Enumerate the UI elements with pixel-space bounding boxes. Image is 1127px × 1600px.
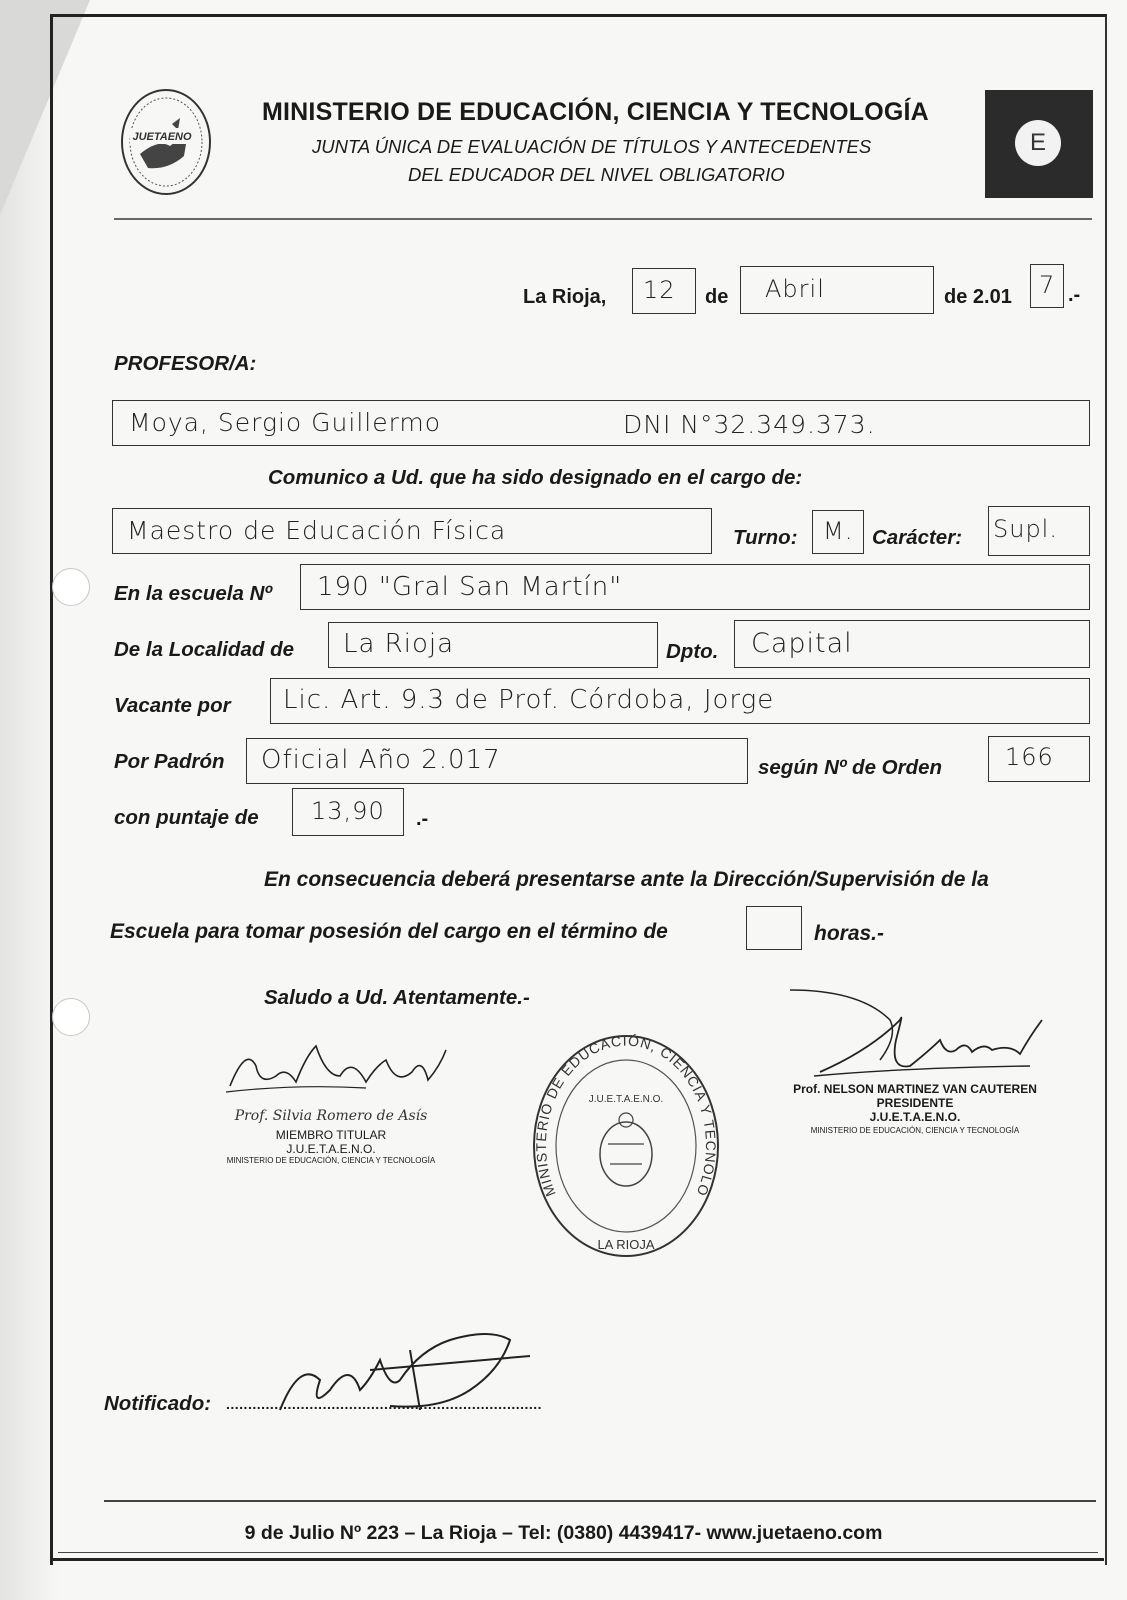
localidad-label: De la Localidad de (114, 638, 294, 661)
date-suffix: .- (1068, 284, 1081, 306)
profesor-field[interactable] (112, 400, 1090, 446)
consecuencia-line-1: En consecuencia deberá presentarse ante la Dirección/Supervisión de la (264, 868, 989, 891)
consecuencia-line-2: Escuela para tomar posesión del cargo en el término de (110, 920, 668, 943)
city-label: La Rioja, (523, 286, 607, 308)
orden-value: 166 (1005, 743, 1054, 771)
signature-right-block (780, 980, 1050, 1140)
year-digit-value: 7 (1039, 271, 1056, 299)
juetaeno-logo (118, 84, 214, 200)
punch-hole-bottom (52, 998, 90, 1036)
footer-divider (104, 1500, 1096, 1502)
year-digit-field[interactable] (1030, 264, 1064, 308)
ministry-title: MINISTERIO DE EDUCACIÓN, CIENCIA Y TECNOLOGÍA (262, 98, 929, 126)
vacante-label: Vacante por (114, 694, 231, 717)
caracter-field[interactable] (988, 506, 1090, 556)
svg-text:JUETAENO: JUETAENO (132, 131, 192, 143)
turno-value: M. (823, 517, 854, 545)
signature-left-block (206, 1036, 456, 1176)
padron-value: Oficial Año 2.017 (261, 745, 501, 775)
horas-field[interactable] (746, 906, 802, 950)
footer-contact: 9 de Julio Nº 223 – La Rioja – Tel: (0380) 4439417- www.juetaeno.com (244, 1522, 883, 1544)
puntaje-value: 13,90 (311, 797, 385, 825)
year-prefix: de 2.01 (944, 286, 1012, 308)
puntaje-suffix: .- (416, 808, 429, 830)
caracter-label: Carácter: (872, 526, 963, 549)
cargo-value: Maestro de Educación Física (127, 516, 507, 545)
junta-subtitle-2: DEL EDUCADOR DEL NIVEL OBLIGATORIO (408, 164, 785, 185)
turno-field[interactable] (812, 510, 864, 554)
localidad-field[interactable] (328, 622, 658, 668)
puntaje-field[interactable] (292, 788, 404, 836)
orden-field[interactable] (988, 736, 1090, 782)
header-divider (114, 218, 1092, 220)
signature-left-mark (216, 1036, 466, 1106)
signature-right-mark (780, 980, 1050, 1090)
profesor-name: Moya, Sergio Guillermo (129, 408, 442, 437)
day-value: 12 (643, 276, 676, 304)
localidad-value: La Rioja (343, 629, 455, 659)
caracter-value: Supl. (993, 515, 1058, 543)
signature-left-org: J.U.E.T.A.E.N.O. (286, 1142, 376, 1156)
vacante-value: Lic. Art. 9.3 de Prof. Córdoba, Jorge (283, 685, 775, 715)
signature-left-name: Prof. Silvia Romero de Asís (234, 1108, 428, 1124)
vacante-field[interactable] (270, 678, 1090, 724)
signature-right-org: J.U.E.T.A.E.N.O. (869, 1110, 961, 1124)
signature-right-role: PRESIDENTE (876, 1096, 954, 1110)
orden-label: según Nº de Orden (758, 756, 943, 779)
cargo-field[interactable] (112, 508, 712, 554)
signature-right-name: Prof. NELSON MARTINEZ VAN CAUTEREN (793, 1082, 1037, 1096)
escuela-label: En la escuela Nº (114, 582, 272, 605)
signature-left-role: MIEMBRO TITULAR (275, 1128, 387, 1142)
svg-text:LA RIOJA: LA RIOJA (597, 1237, 655, 1252)
notificado-dots: ........................................................................ (226, 1396, 543, 1412)
turno-label: Turno: (733, 526, 798, 549)
padron-label: Por Padrón (114, 750, 225, 773)
form-letter: E (1015, 120, 1061, 166)
profesor-dni: DNI N°32.349.373. (623, 410, 876, 439)
page-border (50, 14, 1107, 1565)
junta-subtitle-1: JUNTA ÚNICA DE EVALUACIÓN DE TÍTULOS Y ANTECEDENTES (312, 136, 872, 157)
form-type-badge (985, 90, 1093, 198)
page-border-bottom (50, 1558, 1104, 1561)
day-field[interactable] (632, 268, 696, 314)
escuela-value: 190 "Gral San Martín" (317, 572, 623, 602)
official-stamp (526, 1024, 726, 1264)
escuela-field[interactable] (300, 564, 1090, 610)
notificado-label: Notificado: (104, 1392, 212, 1415)
puntaje-label: con puntaje de (114, 806, 259, 829)
svg-text:J.U.E.T.A.E.N.O.: J.U.E.T.A.E.N.O. (588, 1094, 664, 1105)
notificado-signature (270, 1320, 570, 1420)
svg-text:MINISTERIO DE EDUCACIÓN, CIENC: MINISTERIO DE EDUCACIÓN, CIENCIA Y TECNOLO (532, 1032, 720, 1199)
punch-hole-top (52, 568, 90, 606)
signature-left-ministry: MINISTERIO DE EDUCACIÓN, CIENCIA Y TECNOLOGÍA (226, 1156, 436, 1165)
dpto-field[interactable] (734, 620, 1090, 668)
profesor-label: PROFESOR/A: (114, 352, 257, 375)
dpto-value: Capital (751, 628, 853, 659)
signature-right-ministry: MINISTERIO DE EDUCACIÓN, CIENCIA Y TECNOLOGÍA (810, 1126, 1020, 1135)
month-field[interactable] (740, 266, 934, 314)
dpto-label: Dpto. (666, 640, 719, 663)
saludo-text: Saludo a Ud. Atentamente.- (264, 986, 530, 1009)
month-value: Abril (765, 275, 825, 303)
date-de-label: de (705, 286, 729, 308)
comunico-text: Comunico a Ud. que ha sido designado en el cargo de: (268, 466, 803, 489)
padron-field[interactable] (246, 738, 748, 784)
page-border-bottom-inner (58, 1552, 1098, 1553)
horas-label: horas.- (814, 922, 885, 945)
